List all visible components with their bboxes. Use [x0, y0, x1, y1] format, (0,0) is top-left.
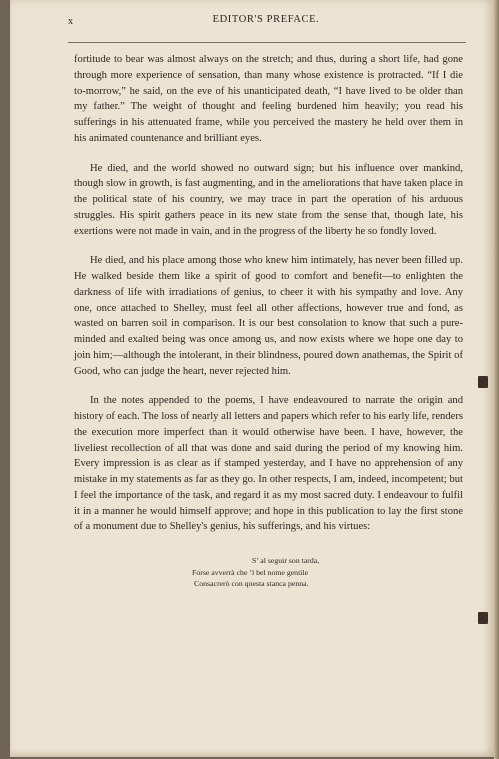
- verse-line: S’ al seguir son tarda,: [252, 556, 320, 565]
- book-page: [10, 0, 494, 757]
- page-header: [68, 14, 464, 32]
- paragraph: He died, and the world showed no outward sign; but his influence over mankind, though slow in growth, is fast augmenting, and in the ameliorations that have taken place in the political state of his country, we may trace in part the operation of his arduous struggles. His spirit gathers peace in its new state from the sense that, though late, his exertions were not made in vain, and in the progress of the liberty he so fondly loved.: [74, 162, 463, 237]
- preface-body: [74, 52, 463, 535]
- paragraph: He died, and his place among those who knew him intimately, has never been filled up. He walked beside them like a spirit of good to comfort and benefit—to enlighten the darkness of life with irradiations of genius, to cheer it with his sympathy and love. Any one, once attached to Shelley, must feel all other affections, however true and fond, as wasted on barren soil in comparison. It is our best consolation to know that such a pure-minded and exalted being was once among us, and now exists where we hope one day to join him;—although the intolerant, in their blindness, poured down anathemas, the Spirit of Good, who can judge the heart, never rejected him.: [74, 255, 463, 377]
- paragraph: In the notes appended to the poems, I have endeavoured to narrate the origin and history of each. The loss of nearly all letters and papers which refer to his early life, renders the execution more imperfect than it would otherwise have been. I have, however, the liveliest recollection of all that was done and said during the period of my knowing him. Every impression is as clear as if stamped yesterday, and I have no apprehension of any mistake in my statements as far as they go. In other respects, I am, indeed, incompetent; but I feel the importance of the task, and regard it as my most sacred duty. I endeavour to fulfil it in a manner he would himself approve; and hope in this publication to lay the first stone of a monument due to Shelley's genius, his sufferings, and his virtues:: [74, 395, 463, 533]
- page-number: x: [68, 16, 74, 27]
- verse-line: Consacrerò con questa stanca penna.: [194, 579, 309, 589]
- book-edge: [494, 0, 499, 759]
- page-tab-marker: [478, 612, 488, 624]
- running-title: EDITOR'S PREFACE.: [212, 14, 320, 25]
- verse-line: Forse avverrà che ’l bel nome gentile: [192, 567, 309, 577]
- verse-quotation: [192, 555, 392, 590]
- header-rule: [68, 42, 466, 43]
- paragraph: fortitude to bear was almost always on the stretch; and thus, during a short life, had gone through more experience of sensation, than many whose existence is protracted. “If I die to-morrow,” he said, on the eve of his unanticipated death, “I have lived to be older than my father.” The weight of thought and feeling burdened him heavily; you read his sufferings in his attenuated frame, while you perceived the mastery he held over them in his animated countenance and brilliant eyes.: [74, 54, 463, 144]
- page-tab-marker: [478, 376, 488, 388]
